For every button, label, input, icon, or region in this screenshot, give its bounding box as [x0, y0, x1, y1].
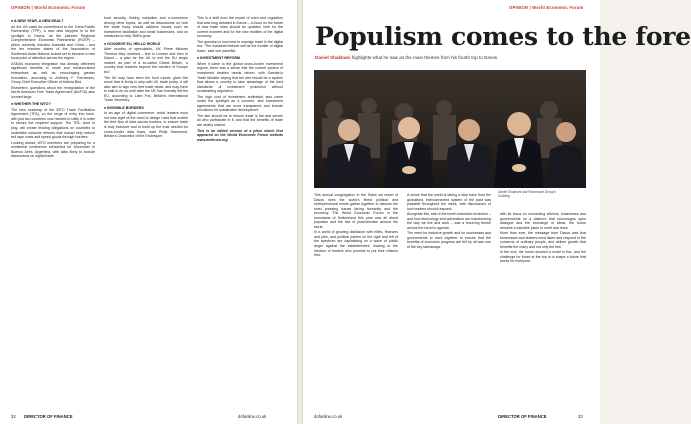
subheading: [197, 56, 283, 61]
body-paragraph: This annual congregation in the Swiss ski resort of Davos sees the world’s finest political and entrepreneurial minds gather together to discuss the most pressing issues facing humanity and the economy. The World Economic Forum in the mountains of Switzerland this year was all about populism and the rise of protectionism around the world.: [314, 193, 398, 229]
subheading-text: INVISIBLE BORDERS: [107, 105, 144, 110]
right-section-tag: [509, 5, 583, 10]
right-footer-website: dofonline.co.uk: [314, 414, 343, 419]
body-paragraph: Elsewhere, questions about the renegotiation of the North American Free Trade Agreement (NAFTA) also loomed large.: [11, 85, 95, 99]
body-paragraph: with its focus on connecting citizens, businesses and governments on a platform that encourages open dialogue and the exchange of ideas, the forum remains a valuable place to meet and learn.: [500, 212, 586, 230]
bullet-square-icon: ■: [11, 19, 15, 23]
left-footer-magazine: DIRECTOR OF FINANCE: [24, 414, 73, 419]
left-page: [0, 0, 297, 424]
body-paragraph: This is a shift from the model of rules and regulation that was long debated in Davos – a focus on the future of how trade rules should be updated, both for the current moment and for the new realities of the digital economy.: [197, 16, 283, 39]
right-column-1: [314, 193, 398, 259]
body-paragraph: A sense that the world is taking a step back from the globalised, interconnected system of the past was palpable throughout the week, with discussions of how leaders should respond.: [407, 193, 491, 211]
subheading: [104, 42, 188, 47]
left-section-tag: [11, 5, 85, 10]
standfirst-author: Daniel Shakhani: [315, 55, 351, 60]
subheading-text: INVESTMENT REFORM: [200, 56, 240, 61]
right-page-number: 33: [578, 414, 583, 419]
article-standfirst: [315, 55, 497, 60]
right-column-2: [407, 193, 491, 251]
body-paragraph: After months of speculation, UK Prime Minister Theresa May unveiled – first in London and then in Davos – a plan for the UK to exit the EU single market, as part of a so-called Global Britain, ‘a country that reaches beyond the borders of Europe too’.: [104, 47, 188, 75]
subheading: [104, 106, 188, 111]
subheading-text: A NEW YEAR, A NEW DEAL?: [14, 19, 64, 23]
bullet-square-icon: ■: [197, 56, 201, 61]
body-paragraph: The aim should be to ensure trade is fair and serves all who participate in it, and that the benefits of trade are widely shared.: [197, 113, 283, 128]
body-paragraph: The high cost of investment arbitration also came under the spotlight as a concern, and investment agreements that are more transparent and include provisions for sustainable development.: [197, 94, 283, 113]
bullet-square-icon: ■: [104, 105, 108, 110]
left-section-tag-bold: OPINION: [11, 5, 31, 10]
right-column-3: [500, 212, 586, 265]
body-paragraph: In an age of digital commerce, world leaders must not lose sight of the need to design rules that enable the free flow of data across borders, to ensure trade is truly inclusive and to build up the trust needed for cross-border data flows, said Philip Hammond, Britain’s Chancellor of the Exchequer.: [104, 111, 188, 139]
article-headline: Populism comes to the fore: [315, 22, 691, 51]
right-page: [303, 0, 691, 424]
bullet-square-icon: ■: [104, 41, 108, 46]
body-paragraph: In a world of growing disillusion with elites, finances and jobs, and political parties on the right and left of the spectrum are capitalising on a wave of public anger against the establishment, leading to the election of leaders who promise to put their citizens first.: [314, 230, 398, 258]
body-paragraph: Alongside this, talk of the fourth industrial revolution – and how technology and automation are transforming the way we live and work – was a recurring theme across the forum’s agenda.: [407, 212, 491, 230]
body-paragraph: The need for inclusive growth and for businesses and governments to work together to ensure that the benefits of economic progress are felt by all was one of the key takeaways.: [407, 231, 491, 250]
left-column-1: [11, 16, 95, 160]
left-section-tag-rest: | World Economic Forum: [30, 5, 86, 10]
subheading-text: GOODBYE EU, HELLO WORLD: [107, 41, 161, 46]
body-paragraph: In the end, the forum showed a world in flux, and the challenge for those at the top is to shape a future that works for everyone.: [500, 250, 586, 264]
subheading-text: WHITHER THE WTO?: [14, 102, 51, 107]
subheading: [11, 102, 95, 107]
left-column-3: [197, 16, 283, 143]
right-section-tag-rest: | World Economic Forum: [528, 5, 584, 10]
body-paragraph: The new roadmap of the WTO Trade Facilitation Agreement (TFA), on the verge of entry into force, with just two countries now needed to ratify it in order to secure the required support. The TFA, once in play, will create binding obligations on countries to undertake customs reforms that should help reduce red tape costs and speed goods through borders.: [11, 107, 95, 140]
body-paragraph: Looking ahead, WTO members are preparing for a ministerial conference scheduled for December in Buenos Aires, Argentina, with talks likely to include discussions on digital trade.: [11, 140, 95, 159]
body-paragraph: ASEAN economic integration has already delivered significant benefits to small and medium-sized enterprises as well as encouraging greater innovation, according to Anthony F. Fernandes, Group Chief Executive Officer of AirAsia Bhd.: [11, 61, 95, 85]
right-section-tag-bold: OPINION: [509, 5, 529, 10]
body-paragraph: food security, fishing subsidies and e-commerce among other topics, as well as discussions on how the trade body should address issues such as investment facilitation and small businesses, and on measures to help SMEs grow.: [104, 16, 188, 39]
photo-caption: Daniel Shakhani and Paramount Group’s Guilding: [498, 190, 556, 198]
standfirst-text: highlights what he saw as the main themes from his fourth trip to Davos: [350, 55, 498, 60]
davos-event-photo: [314, 70, 586, 188]
left-page-number: 32: [11, 414, 16, 419]
subheading: [11, 19, 95, 24]
bullet-square-icon: ■: [11, 102, 15, 107]
body-paragraph: As the US casts its commitment to the Trans-Pacific Partnership (TPP), a new deal stepped in to the spotlight in Davos, as the planned Regional Comprehensive Economic Partnership (RCEP) – which currently includes Australia and China – and the ten member states of the Association of Southeast Asian Nations looked set to become a new focal point of attention across the region.: [11, 24, 95, 61]
body-paragraph: When it came to the global cross-border investment regime, there was a sense that the current system of investment treaties needs reform, with Sweden’s Trade Minister saying that the aim should be a system that allows a country to take advantage of the best standards of investment protection without constraining regulation.: [197, 61, 283, 94]
left-footer-website: dofonline.co.uk: [238, 414, 267, 419]
body-paragraph: More than ever, the message from Davos was that businesses and leaders must listen and respond to the concerns of ordinary people, and deliver growth that benefits the many and not only the few.: [500, 231, 586, 249]
photo-illustration: [314, 70, 586, 188]
left-column-2: [104, 16, 188, 140]
body-paragraph: The UK may have been the front runner, given the move that is firmly in step with UK trade policy. It will also aim to sign new free trade deals, and may have to wait to do so until after the UK has formally left the EU, according to Liam Fox, Britain’s International Trade Secretary.: [104, 75, 188, 103]
body-paragraph: The question is how best to manage trade in the digital era. ‘The industrial internet will be the frontier of digital trade,’ said one panellist.: [197, 39, 283, 53]
right-footer-magazine: DIRECTOR OF FINANCE: [498, 414, 547, 419]
editorial-note: This is an edited version of a piece which first appeared on the World Economic Forum website www.weforum.org: [197, 128, 283, 142]
